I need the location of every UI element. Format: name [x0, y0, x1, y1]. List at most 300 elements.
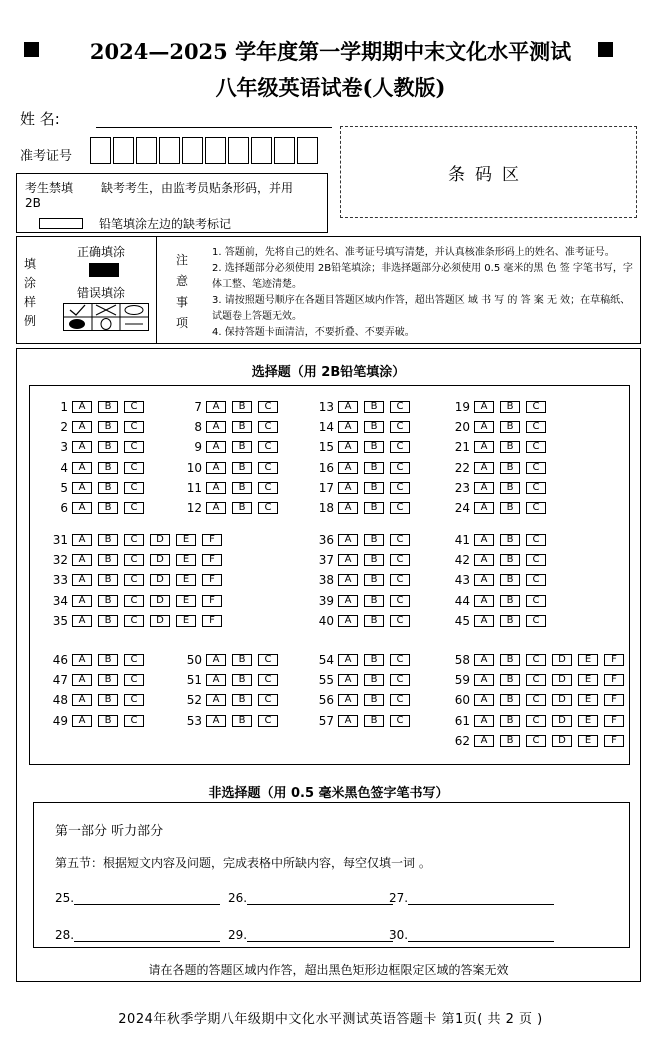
answer-bubble[interactable]: E — [176, 595, 196, 607]
answer-bubble[interactable]: C — [258, 502, 278, 514]
question-row — [448, 501, 552, 515]
side-label-3: 样 — [23, 295, 36, 309]
answer-bubble[interactable]: A — [474, 401, 494, 413]
answer-area — [16, 348, 641, 982]
blank-29[interactable] — [228, 928, 393, 942]
answer-bubble[interactable]: E — [578, 694, 598, 706]
answer-bubble[interactable]: A — [72, 715, 92, 727]
answer-bubble[interactable]: B — [232, 462, 252, 474]
question-row — [312, 533, 416, 547]
question-number: 31 — [52, 533, 68, 547]
question-row — [448, 594, 552, 608]
answer-bubble[interactable]: B — [500, 735, 520, 747]
answer-bubble[interactable]: A — [206, 441, 226, 453]
answer-bubble[interactable]: A — [338, 615, 358, 627]
answer-bubble[interactable]: C — [526, 554, 546, 566]
question-number: 34 — [52, 593, 68, 608]
answer-bubble[interactable]: A — [474, 654, 494, 666]
answer-bubble[interactable]: C — [390, 654, 410, 666]
answer-bubble[interactable]: C — [526, 462, 546, 474]
answer-bubble[interactable]: C — [526, 534, 546, 546]
answer-bubble[interactable]: B — [232, 694, 252, 706]
question-number: 58 — [454, 653, 470, 667]
question-row — [46, 673, 150, 687]
answer-bubble[interactable]: A — [206, 502, 226, 514]
notice-item: 1. 答题前，先将自己的姓名、准考证号填写清楚，并认真核准条形码上的姓名、准考证号。 — [212, 247, 615, 258]
answer-bubble[interactable]: A — [338, 482, 358, 494]
answer-bubble[interactable]: B — [500, 574, 520, 586]
answer-bubble[interactable]: B — [232, 482, 252, 494]
blank-label: 26. — [228, 891, 248, 905]
question-row — [312, 553, 416, 567]
answer-bubble[interactable]: B — [500, 715, 520, 727]
answer-bubble[interactable]: D — [552, 694, 572, 706]
answer-bubble[interactable]: C — [526, 401, 546, 413]
answer-bubble[interactable]: C — [258, 674, 278, 686]
answer-bubble[interactable]: A — [338, 715, 358, 727]
divider — [156, 237, 157, 343]
answer-bubble[interactable]: C — [124, 715, 144, 727]
answer-bubble[interactable]: C — [526, 715, 546, 727]
answer-bubble[interactable]: B — [98, 674, 118, 686]
answer-bubble[interactable]: D — [150, 574, 170, 586]
question-row — [312, 481, 416, 495]
answer-bubble[interactable]: A — [72, 421, 92, 433]
answer-bubble[interactable]: C — [526, 735, 546, 747]
answer-bubble[interactable]: B — [364, 462, 384, 474]
answer-bubble[interactable]: C — [390, 595, 410, 607]
answer-bubble[interactable]: C — [390, 462, 410, 474]
answer-bubble[interactable]: C — [258, 715, 278, 727]
answer-bubble[interactable]: A — [72, 654, 92, 666]
answer-bubble[interactable]: A — [206, 654, 226, 666]
answer-bubble[interactable]: A — [206, 482, 226, 494]
answer-bubble[interactable]: B — [364, 715, 384, 727]
answer-bubble[interactable]: A — [338, 502, 358, 514]
absent-instruction: 缺考考生，由监考员贴条形码，并用 — [101, 181, 294, 195]
answer-bubble[interactable]: F — [202, 554, 222, 566]
answer-bubble[interactable]: B — [500, 534, 520, 546]
answer-bubble[interactable]: B — [364, 534, 384, 546]
question-number: 52 — [186, 693, 202, 708]
answer-bubble[interactable]: B — [500, 595, 520, 607]
answer-bubble[interactable]: A — [72, 534, 92, 546]
answer-bubble[interactable]: E — [176, 554, 196, 566]
notice-label-2: 意 — [175, 274, 188, 288]
answer-bubble[interactable]: E — [176, 534, 196, 546]
answer-bubble[interactable]: B — [500, 441, 520, 453]
answer-bubble[interactable]: C — [258, 482, 278, 494]
absent-label: 考生禁填 — [25, 181, 74, 195]
answer-bubble[interactable]: B — [364, 595, 384, 607]
answer-bubble[interactable]: C — [124, 441, 144, 453]
answer-bubble[interactable]: A — [338, 674, 358, 686]
answer-bubble[interactable]: A — [72, 574, 92, 586]
answer-bubble[interactable]: C — [258, 401, 278, 413]
name-field[interactable] — [96, 127, 332, 128]
question-row — [46, 714, 150, 728]
answer-bubble[interactable]: C — [390, 674, 410, 686]
question-row — [312, 461, 416, 475]
answer-bubble[interactable]: A — [72, 441, 92, 453]
page-footer: 2024年秋季学期八年级期中文化水平测试英语答题卡 第1页( 共 2 页 ) — [118, 1012, 543, 1027]
answer-bubble[interactable]: C — [526, 595, 546, 607]
answer-bubble[interactable]: B — [500, 694, 520, 706]
answer-bubble[interactable]: A — [206, 401, 226, 413]
exam-number-label: 准考证号 — [20, 149, 73, 164]
question-number: 8 — [194, 420, 202, 435]
answer-bubble[interactable]: C — [526, 502, 546, 514]
answer-bubble[interactable]: A — [72, 462, 92, 474]
question-row — [448, 734, 630, 748]
answer-bubble[interactable]: B — [364, 674, 384, 686]
answer-bubble[interactable]: A — [206, 694, 226, 706]
answer-bubble[interactable]: E — [578, 674, 598, 686]
answer-bubble[interactable]: F — [604, 694, 624, 706]
answer-bubble[interactable]: C — [390, 694, 410, 706]
blank-label: 28. — [55, 928, 75, 942]
answer-bubble[interactable]: A — [338, 441, 358, 453]
wrong-fill-label: 错误填涂 — [77, 286, 126, 300]
answer-bubble[interactable]: C — [390, 421, 410, 433]
fill-example-box — [16, 236, 641, 344]
answer-bubble[interactable]: C — [526, 674, 546, 686]
question-number: 57 — [318, 713, 334, 728]
answer-bubble[interactable]: D — [552, 654, 572, 666]
question-number: 9 — [194, 440, 202, 455]
answer-bubble[interactable]: C — [124, 574, 144, 586]
exam-subtitle: 八年级英语试卷(人教版) — [215, 75, 446, 100]
answer-bubble[interactable]: F — [604, 715, 624, 727]
answer-bubble[interactable]: B — [232, 715, 252, 727]
question-row — [448, 420, 552, 434]
answer-bubble[interactable]: F — [604, 735, 624, 747]
absent-box — [16, 173, 328, 233]
answer-bubble[interactable]: B — [500, 674, 520, 686]
question-number: 43 — [454, 573, 470, 588]
question-row — [448, 614, 552, 628]
answer-bubble[interactable]: D — [150, 595, 170, 607]
answer-bubble[interactable]: A — [206, 462, 226, 474]
question-row — [312, 400, 416, 414]
question-row — [180, 420, 284, 434]
answer-bubble[interactable]: B — [500, 554, 520, 566]
question-row — [180, 461, 284, 475]
answer-bubble[interactable]: A — [338, 554, 358, 566]
answer-bubble[interactable]: A — [474, 554, 494, 566]
question-row — [312, 653, 416, 667]
answer-bubble[interactable]: A — [474, 502, 494, 514]
answer-bubble[interactable]: D — [150, 534, 170, 546]
answer-bubble[interactable]: A — [474, 595, 494, 607]
answer-bubble[interactable]: F — [604, 654, 624, 666]
answer-bubble[interactable]: A — [474, 615, 494, 627]
answer-bubble[interactable]: C — [390, 574, 410, 586]
question-row — [46, 481, 150, 495]
question-number: 17 — [318, 480, 334, 495]
blank-25[interactable] — [55, 891, 220, 905]
answer-bubble[interactable]: C — [124, 421, 144, 433]
blank-30[interactable] — [389, 928, 554, 942]
answer-bubble[interactable]: C — [258, 441, 278, 453]
answer-bubble[interactable]: B — [98, 482, 118, 494]
question-row — [46, 400, 150, 414]
answer-bubble[interactable]: C — [124, 694, 144, 706]
question-row — [312, 693, 416, 707]
answer-bubble[interactable]: B — [500, 462, 520, 474]
question-row — [312, 614, 416, 628]
question-row — [180, 673, 284, 687]
question-row — [180, 440, 284, 454]
question-number: 48 — [52, 693, 68, 708]
answer-bubble[interactable]: B — [232, 502, 252, 514]
answer-bubble[interactable]: C — [526, 482, 546, 494]
answer-bubble[interactable]: C — [124, 595, 144, 607]
question-number: 51 — [186, 673, 202, 688]
answer-bubble[interactable]: B — [98, 715, 118, 727]
answer-bubble[interactable]: C — [390, 401, 410, 413]
answer-bubble[interactable]: C — [258, 654, 278, 666]
question-number: 39 — [318, 593, 334, 608]
answer-bubble[interactable]: A — [72, 595, 92, 607]
question-number: 10 — [186, 460, 202, 475]
question-row — [180, 714, 284, 728]
answer-bubble[interactable]: C — [124, 654, 144, 666]
question-number: 24 — [454, 501, 470, 515]
answer-bubble[interactable]: C — [124, 615, 144, 627]
question-row — [312, 440, 416, 454]
answer-bubble[interactable]: B — [364, 574, 384, 586]
answer-bubble[interactable]: F — [604, 674, 624, 686]
answer-bubble[interactable]: B — [500, 502, 520, 514]
answer-bubble[interactable]: B — [98, 574, 118, 586]
answer-bubble[interactable]: A — [72, 482, 92, 494]
question-number: 2 — [60, 420, 68, 435]
answer-bubble[interactable]: B — [98, 615, 118, 627]
answer-bubble[interactable]: F — [202, 574, 222, 586]
question-row — [312, 573, 416, 587]
answer-bubble[interactable]: A — [474, 715, 494, 727]
answer-bubble[interactable]: A — [72, 502, 92, 514]
answer-bubble[interactable]: C — [390, 441, 410, 453]
answer-bubble[interactable]: C — [526, 574, 546, 586]
question-row — [448, 481, 552, 495]
answer-bubble[interactable]: C — [390, 615, 410, 627]
answer-bubble[interactable]: C — [390, 534, 410, 546]
answer-bubble[interactable]: C — [124, 502, 144, 514]
answer-bubble[interactable]: B — [500, 401, 520, 413]
answer-bubble[interactable]: C — [258, 421, 278, 433]
answer-bubble[interactable]: A — [206, 715, 226, 727]
answer-bubble[interactable]: B — [500, 615, 520, 627]
answer-bubble[interactable]: C — [258, 694, 278, 706]
question-row — [312, 420, 416, 434]
answer-bubble[interactable]: C — [124, 462, 144, 474]
question-number: 4 — [60, 460, 68, 475]
answer-bubble[interactable]: A — [474, 534, 494, 546]
answer-bubble[interactable]: A — [474, 574, 494, 586]
absent-mark-box[interactable] — [39, 218, 83, 229]
question-number: 60 — [454, 693, 470, 708]
question-number: 45 — [454, 613, 470, 628]
answer-bubble[interactable]: B — [364, 421, 384, 433]
answer-bubble[interactable]: E — [176, 574, 196, 586]
correct-fill-mark — [89, 263, 119, 277]
answer-bubble[interactable]: C — [390, 502, 410, 514]
answer-bubble[interactable]: B — [232, 441, 252, 453]
question-row — [312, 714, 416, 728]
answer-bubble[interactable]: B — [98, 554, 118, 566]
notice-item: 2. 选择题部分必须使用 2B铅笔填涂；非选择题部分必须使用 0.5 毫米的黑 色 签 字笔书写，字体工整、笔迹清楚。 — [212, 263, 633, 290]
exam-number-boxes[interactable] — [90, 137, 320, 164]
answer-bubble[interactable]: A — [206, 421, 226, 433]
answer-bubble[interactable]: B — [364, 502, 384, 514]
answer-bubble[interactable]: E — [578, 654, 598, 666]
answer-bubble[interactable]: A — [338, 595, 358, 607]
answer-bubble[interactable]: C — [124, 674, 144, 686]
answer-bubble[interactable]: B — [364, 441, 384, 453]
blank-28[interactable] — [55, 928, 220, 942]
answer-bubble[interactable]: D — [552, 715, 572, 727]
answer-bubble[interactable]: B — [232, 674, 252, 686]
answer-bubble[interactable]: B — [364, 401, 384, 413]
answer-bubble[interactable]: C — [390, 554, 410, 566]
answer-bubble[interactable]: B — [232, 421, 252, 433]
question-number: 1 — [60, 400, 68, 414]
answer-bubble[interactable]: F — [202, 534, 222, 546]
answer-bubble[interactable]: B — [500, 482, 520, 494]
answer-bubble[interactable]: A — [338, 574, 358, 586]
answer-bubble[interactable]: B — [364, 554, 384, 566]
answer-bubble[interactable]: A — [338, 534, 358, 546]
answer-bubble[interactable]: F — [202, 595, 222, 607]
question-number: 18 — [318, 501, 334, 515]
answer-bubble[interactable]: E — [578, 735, 598, 747]
answer-bubble[interactable]: B — [364, 482, 384, 494]
answer-bubble[interactable]: E — [176, 615, 196, 627]
question-number: 20 — [454, 420, 470, 435]
answer-bubble[interactable]: C — [258, 462, 278, 474]
answer-bubble[interactable]: D — [552, 674, 572, 686]
answer-bubble[interactable]: A — [72, 674, 92, 686]
answer-bubble[interactable]: A — [338, 694, 358, 706]
answer-bubble[interactable]: A — [474, 674, 494, 686]
answer-bubble[interactable]: A — [474, 421, 494, 433]
answer-bubble[interactable]: B — [98, 534, 118, 546]
question-row — [46, 420, 150, 434]
answer-bubble[interactable]: B — [500, 654, 520, 666]
answer-bubble[interactable]: C — [124, 401, 144, 413]
answer-bubble[interactable]: C — [124, 534, 144, 546]
question-number: 12 — [186, 501, 202, 515]
answer-bubble[interactable]: B — [232, 401, 252, 413]
answer-bubble[interactable]: C — [390, 482, 410, 494]
answer-bubble[interactable]: F — [202, 615, 222, 627]
answer-bubble[interactable]: B — [98, 694, 118, 706]
answer-bubble[interactable]: B — [500, 421, 520, 433]
question-number: 11 — [186, 480, 202, 495]
answer-bubble[interactable]: A — [338, 421, 358, 433]
question-number: 38 — [318, 573, 334, 588]
answer-bubble[interactable]: A — [338, 401, 358, 413]
absent-mark-hint: 铅笔填涂左边的缺考标记 — [99, 217, 232, 231]
answer-bubble[interactable]: E — [578, 715, 598, 727]
wrong-fill-examples — [63, 303, 149, 331]
answer-bubble[interactable]: A — [72, 401, 92, 413]
answer-bubble[interactable]: C — [526, 441, 546, 453]
question-row — [46, 573, 228, 587]
answer-bubble[interactable]: A — [474, 441, 494, 453]
question-row — [180, 501, 284, 515]
question-row — [46, 614, 228, 628]
answer-bubble[interactable]: B — [98, 654, 118, 666]
notice-item: 4. 保持答题卡面清洁，不要折叠、不要弄破。 — [212, 327, 415, 338]
question-number: 32 — [52, 553, 68, 568]
answer-bubble[interactable]: D — [150, 615, 170, 627]
name-label: 姓 名: — [20, 110, 60, 128]
barcode-area: 条码区 — [340, 126, 637, 218]
answer-bubble[interactable]: A — [338, 654, 358, 666]
answer-bubble[interactable]: A — [474, 462, 494, 474]
answer-bubble[interactable]: B — [98, 502, 118, 514]
answer-bubble[interactable]: C — [526, 421, 546, 433]
answer-bubble[interactable]: C — [526, 694, 546, 706]
notice-item: 3. 请按照题号顺序在各题目答题区域内作答，超出答题区 域 书 写 的 答 案 无 效；在草稿纸、试题卷上答题无效。 — [212, 295, 631, 322]
answer-bubble[interactable]: A — [72, 554, 92, 566]
answer-bubble[interactable]: B — [98, 441, 118, 453]
question-number: 53 — [186, 713, 202, 728]
answer-bubble[interactable]: B — [98, 595, 118, 607]
question-number: 44 — [454, 593, 470, 608]
answer-bubble[interactable]: B — [98, 421, 118, 433]
question-row — [448, 653, 630, 667]
question-number: 14 — [318, 420, 334, 435]
answer-bubble[interactable]: D — [150, 554, 170, 566]
question-row — [448, 440, 552, 454]
question-number: 56 — [318, 693, 334, 708]
answer-bubble[interactable]: A — [474, 694, 494, 706]
answer-bubble[interactable]: C — [526, 615, 546, 627]
answer-bubble[interactable]: A — [474, 735, 494, 747]
answer-bubble[interactable]: A — [72, 694, 92, 706]
answer-bubble[interactable]: B — [98, 401, 118, 413]
notice-list — [212, 245, 636, 341]
answer-bubble[interactable]: A — [338, 462, 358, 474]
answer-bubble[interactable]: A — [206, 674, 226, 686]
answer-bubble[interactable]: C — [124, 554, 144, 566]
answer-bubble[interactable]: B — [98, 462, 118, 474]
answer-bubble[interactable]: A — [72, 615, 92, 627]
question-row — [46, 461, 150, 475]
question-number: 35 — [52, 613, 68, 628]
answer-bubble[interactable]: B — [364, 654, 384, 666]
answer-bubble[interactable]: A — [474, 482, 494, 494]
blank-27[interactable] — [389, 891, 554, 905]
answer-bubble[interactable]: C — [526, 654, 546, 666]
blank-label: 27. — [389, 891, 409, 905]
question-number: 37 — [318, 553, 334, 568]
blank-26[interactable] — [228, 891, 393, 905]
answer-bubble[interactable]: B — [364, 694, 384, 706]
written-section-title: 非选择题（用 0.5 毫米黑色签字笔书写） — [208, 786, 449, 801]
boundary-note: 请在各题的答题区域内作答，超出黑色矩形边框限定区域的答案无效 — [148, 963, 509, 977]
answer-bubble[interactable]: C — [124, 482, 144, 494]
answer-bubble[interactable]: D — [552, 735, 572, 747]
answer-bubble[interactable]: B — [232, 654, 252, 666]
answer-bubble[interactable]: C — [390, 715, 410, 727]
answer-bubble[interactable]: B — [364, 615, 384, 627]
notice-label-1: 注 — [175, 253, 188, 267]
